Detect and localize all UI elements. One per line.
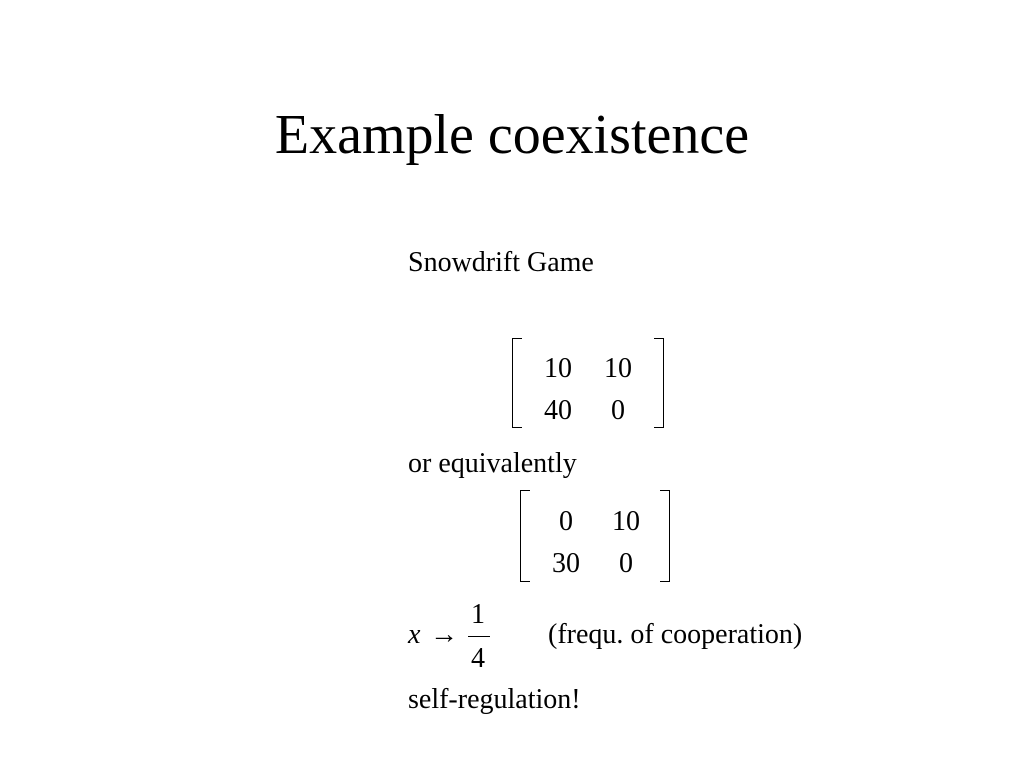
- matrix-cell: 0: [611, 395, 625, 426]
- matrix-cell: 30: [552, 548, 580, 579]
- matrix-cell: 10: [612, 506, 640, 537]
- matrix-right-bracket: [660, 490, 670, 582]
- arrow-icon: →: [430, 619, 458, 650]
- payoff-matrix-2: [520, 490, 670, 582]
- fraction-denominator: 4: [471, 643, 485, 674]
- matrix-cell: 0: [619, 548, 633, 579]
- matrix-cell: 10: [604, 353, 632, 384]
- matrix-cell: 0: [559, 506, 573, 537]
- game-name: Snowdrift Game: [408, 247, 594, 278]
- matrix-right-bracket: [654, 338, 664, 428]
- formula-variable: x: [408, 619, 421, 650]
- formula-note: (frequ. of cooperation): [548, 619, 803, 650]
- conclusion-text: self-regulation!: [408, 684, 581, 715]
- limit-formula: [408, 598, 848, 678]
- slide-title: Example coexistence: [274, 104, 750, 166]
- connector-text: or equivalently: [408, 448, 577, 479]
- fraction-numerator: 1: [471, 599, 485, 630]
- matrix-left-bracket: [512, 338, 522, 428]
- matrix-cell: 10: [544, 353, 572, 384]
- matrix-cell: 40: [544, 395, 572, 426]
- payoff-matrix-1: [512, 338, 664, 428]
- fraction-bar: [468, 636, 490, 637]
- matrix-left-bracket: [520, 490, 530, 582]
